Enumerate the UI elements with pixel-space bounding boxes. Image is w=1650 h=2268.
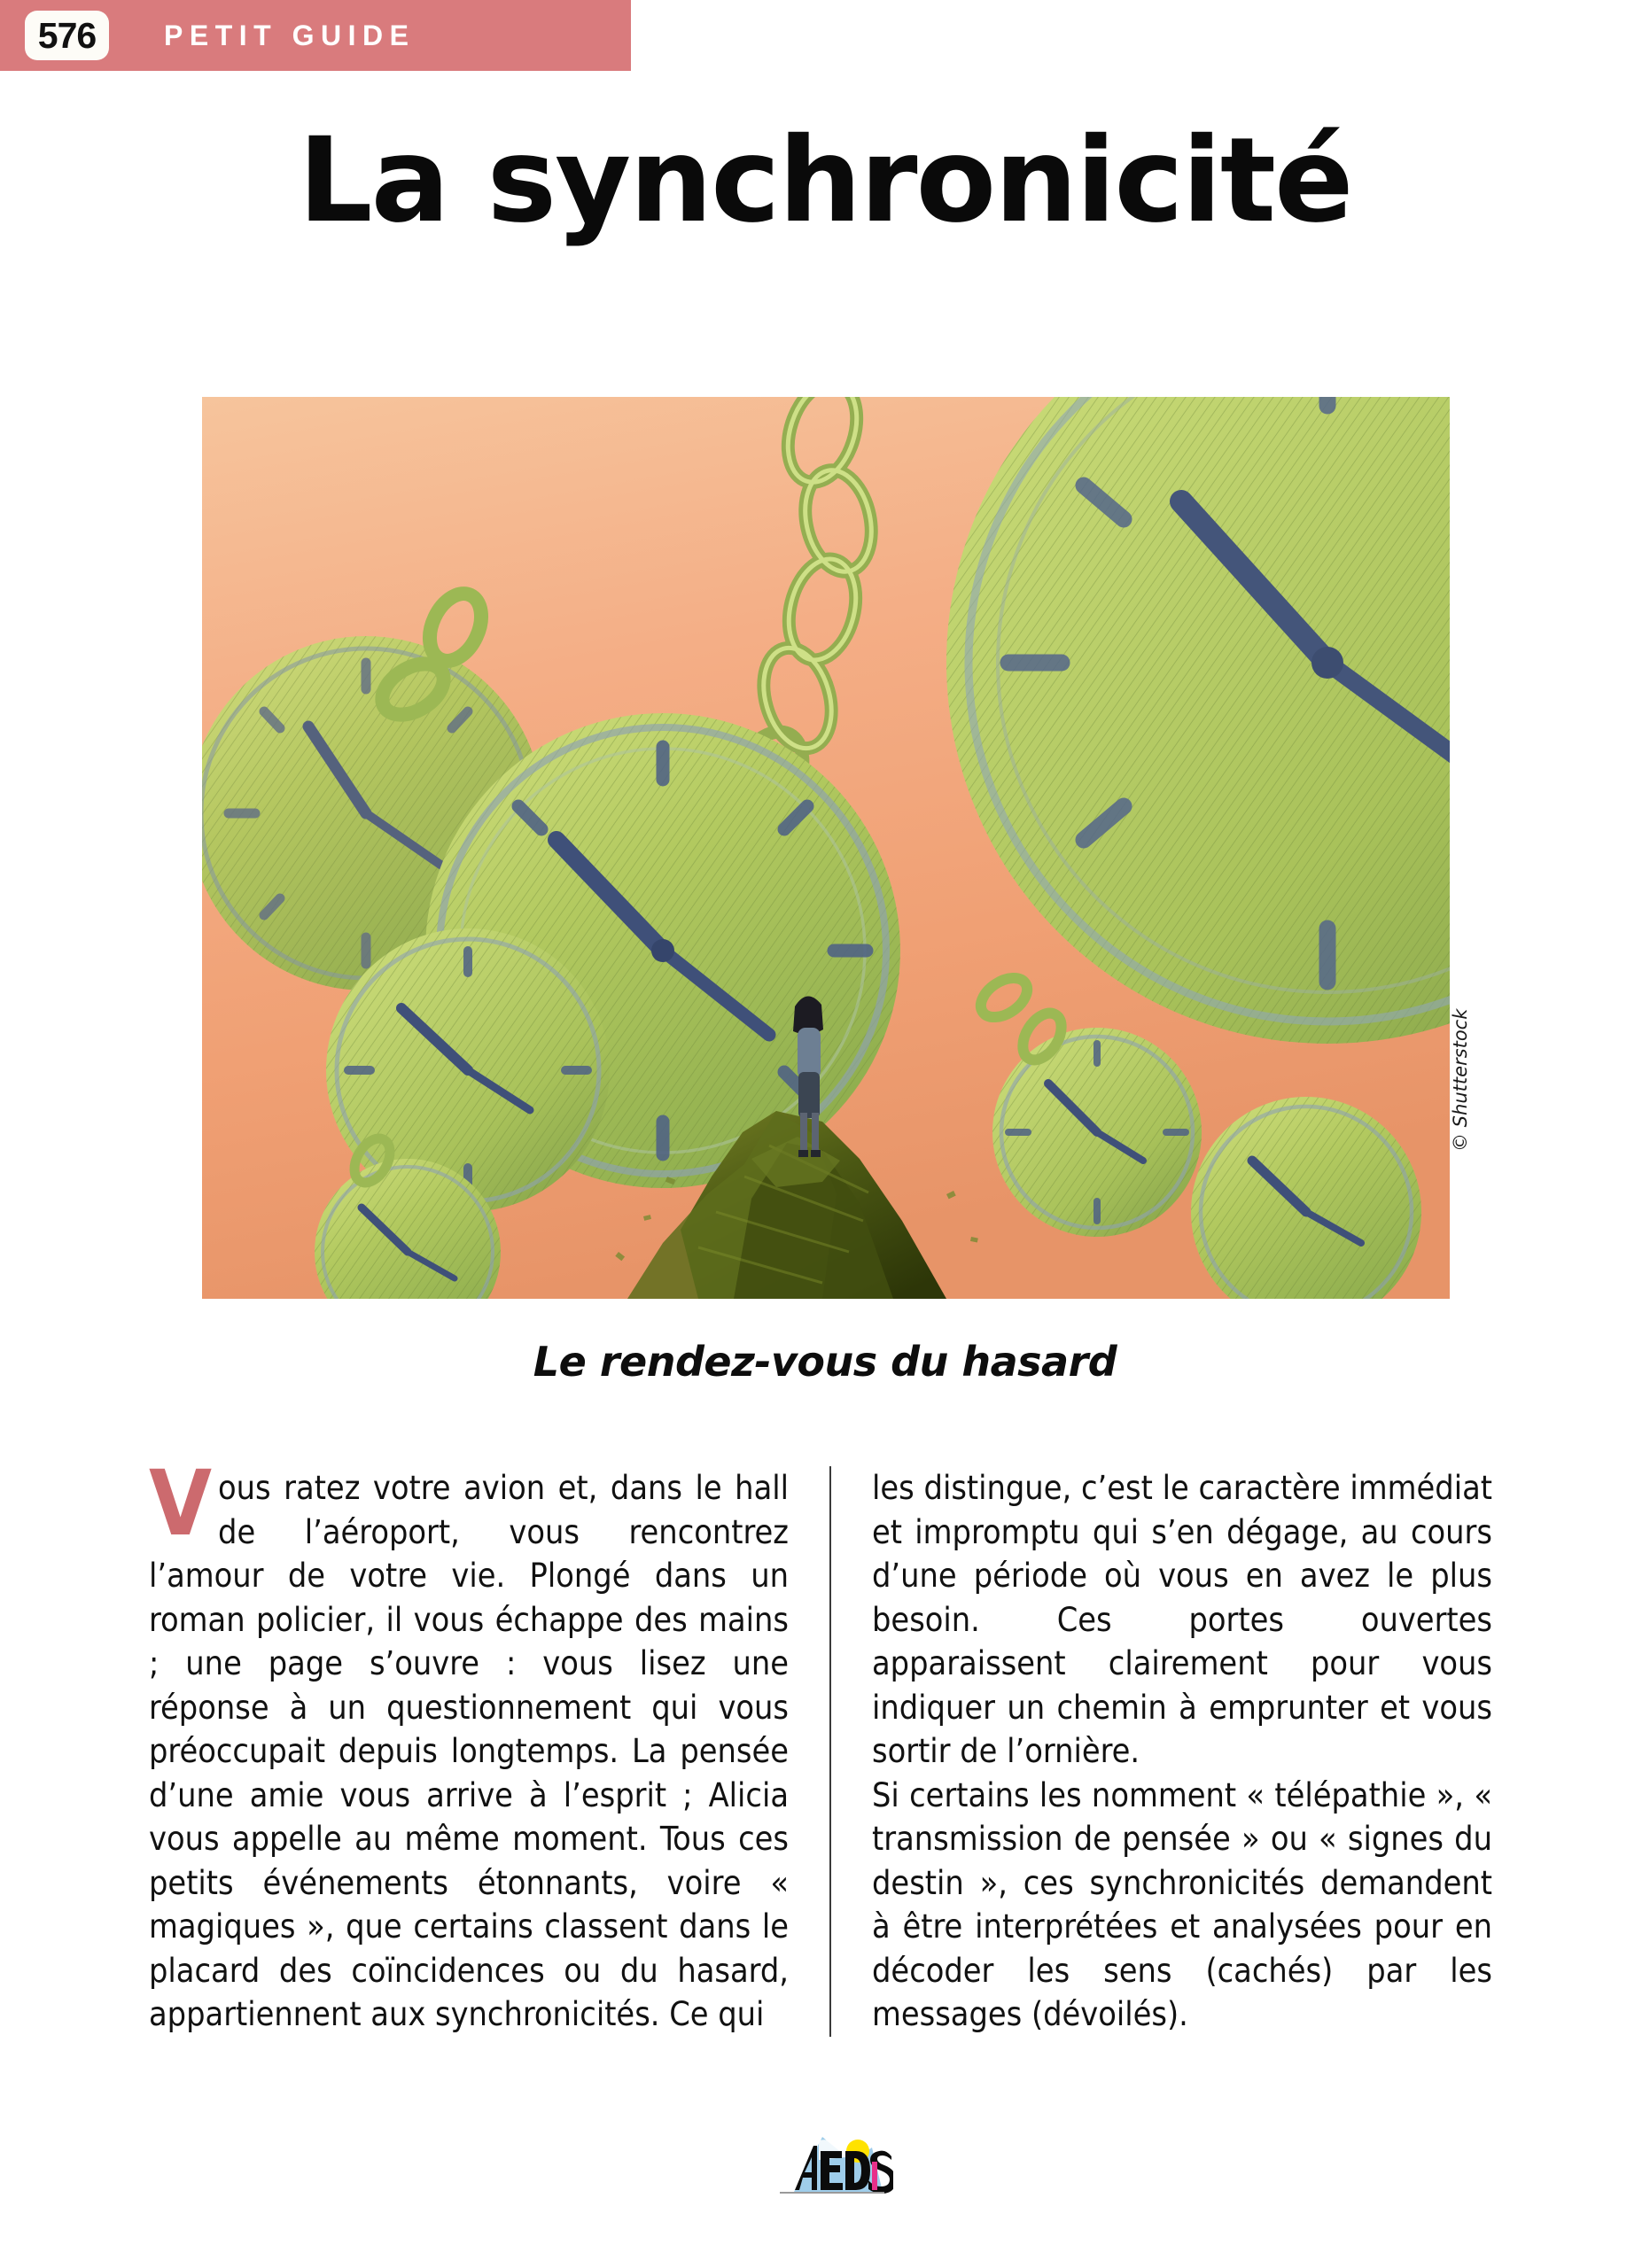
body-paragraph-right-1: les distingue, c’est le caractère immédiat et impromptu qui s’en dégage, au cours d’une période où vous en avez le plus besoin. Ces portes ouvertes apparaissent clairement pour vous indiquer un chemin à emprunter et vous sortir de l’ornière. <box>872 1468 1492 1770</box>
body-left-text: ous ratez votre avion et, dans le hall de l’aéroport, vous rencontrez l’amour de votre vie. Plongé dans un roman policier, il vous échappe des mains ; une page s’ouvre : vous lisez une réponse à un questionnement qui vous préoccupait depuis longtemps. La pensée d’une amie vous arrive à l’esprit ; Alicia vous appelle au même moment. Tous ces petits événements étonnants, voire « magiques », que certains classent dans le placard des coïncidences ou du hasard, appartiennent aux synchronicités. Ce qui <box>149 1468 789 2033</box>
page-number-badge: 576 <box>25 11 109 60</box>
body-paragraph-right-2: Si certains les nomment « télépathie », « transmission de pensée » ou « signes du destin », ces synchronicités demandent à être interprétées et analysées pour en décoder les sens (cachés) par les messages (dévoilés). <box>872 1775 1492 2033</box>
aedis-logo <box>767 2124 899 2213</box>
illustration-svg <box>202 397 1450 1299</box>
drop-cap: V <box>149 1451 213 1557</box>
header-collection-label: PETIT GUIDE <box>164 19 416 51</box>
body-paragraph-left <box>149 1451 789 2037</box>
figure-caption: Le rendez-vous du hasard <box>533 1338 1117 1386</box>
image-credit: © Shutterstock <box>1450 1008 1471 1152</box>
aedis-logo-svg <box>767 2124 899 2213</box>
page-title: La synchronicité <box>298 113 1352 249</box>
body-column-right <box>829 1466 1492 2037</box>
article-body <box>149 1451 1514 2037</box>
body-column-left <box>149 1451 815 2037</box>
main-illustration <box>202 397 1450 1299</box>
header-bar <box>0 0 631 71</box>
